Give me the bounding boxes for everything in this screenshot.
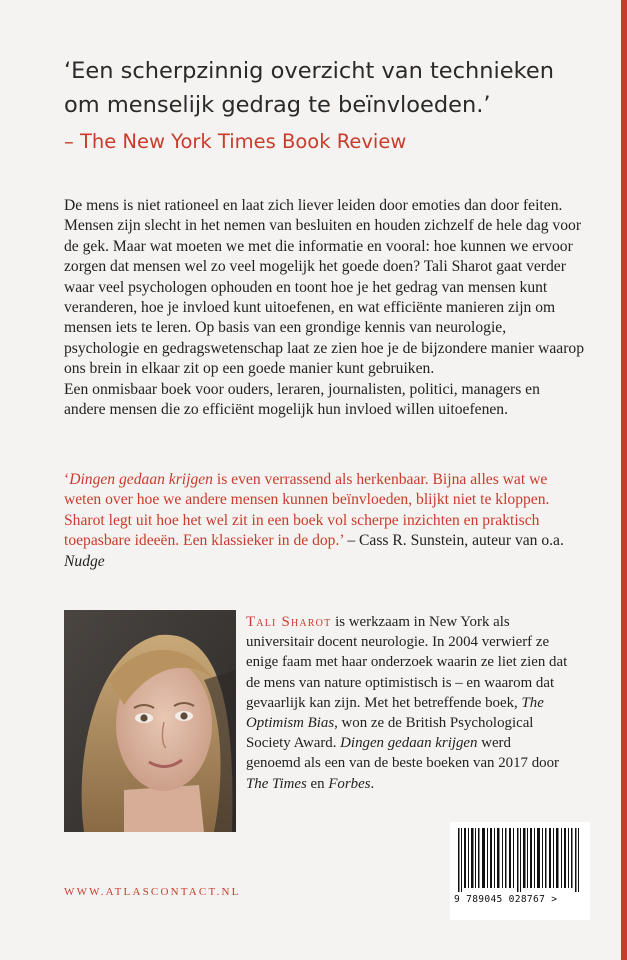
bio-book-1: The Optimism Bias: [246, 694, 544, 732]
top-quote-line-2: om menselijk gedrag te beïnvloeden.’: [64, 92, 491, 118]
blurb-paragraph-2: Een onmisbaar boek voor ouders, leraren, journalisten, politici, managers en andere mensen die zo efficiënt mogelijk hun invloed willen uitoefenen.: [64, 380, 540, 419]
review-attribution: – Cass R. Sunstein, auteur van o.a.: [343, 532, 564, 550]
author-bio: [246, 612, 568, 794]
review-text: is even verrassend als herkenbaar. Bijna alles wat we weten over hoe we andere mensen kunnen beïnvloeden, blijkt niet te kloppen. Sharot legt uit hoe het wel zit in een boek vol scherpe inzichten en praktisch toepasbare ideeën. Een klassieker in de dop.’: [64, 471, 550, 550]
barcode-bars: [456, 828, 584, 892]
review-open-quote: ‘: [64, 471, 70, 488]
top-quote-line-1: ‘Een scherpzinnig overzicht van technieken: [64, 58, 554, 84]
review-book-title: Dingen gedaan krijgen: [69, 471, 213, 488]
bio-text-4: en: [306, 775, 329, 792]
bio-publication-1: The Times: [246, 775, 307, 792]
isbn-number: 9 789045 028767 >: [454, 894, 558, 905]
review-attribution-book: Nudge: [64, 552, 105, 570]
bio-text-2: , won ze de British Psychological Society Award.: [246, 715, 534, 752]
bio-text-5: .: [370, 775, 375, 792]
bio-book-2: Dingen gedaan krijgen: [340, 735, 478, 752]
bio-publication-2: Forbes: [328, 775, 371, 792]
author-photo: [64, 610, 236, 832]
publisher-website[interactable]: WWW.ATLASCONTACT.NL: [64, 886, 241, 898]
bio-text-1: is werkzaam in New York als universitair docent neurologie. In 2004 verwierf ze enige faam met haar onderzoek waarin ze liet zien dat de mens van nature optimistisch is – en waarom dat gevaarlijk kan zijn. Met het betreffende boek,: [246, 614, 568, 711]
blurb-text: [64, 196, 584, 420]
author-name: Tali Sharot: [246, 614, 332, 630]
review-quote: [64, 470, 584, 572]
top-quote-source: – The New York Times Book Review: [64, 130, 407, 153]
author-portrait-illustration: [64, 610, 236, 832]
isbn-barcode: [450, 822, 590, 920]
blurb-paragraph-1: De mens is niet rationeel en laat zich liever leiden door emoties dan door feiten. Mensen zijn slecht in het nemen van besluiten en houden zichzelf de hele dag voor de gek. Maar wat moeten we met die informatie en vooral: hoe kunnen we ervoor zorgen dat mensen wel zo veel mogelijk het goede doen? Tali Sharot gaat verder waar veel psychologen ophouden en toont hoe je het gedrag van mensen kunt veranderen, hoe je invloed kunt uitoefenen, en wat efficiënte manieren zijn om mensen iets te leren. Op basis van een grondige kennis van neurologie, psychologie en gedragswetenschap laat ze zien hoe je de bijzondere manier waarop ons brein in elkaar zit op een goede manier kunt gebruiken.: [64, 197, 584, 378]
top-quote: [64, 54, 584, 122]
bio-text-3: werd genoemd als een van de beste boeken van 2017 door: [246, 735, 560, 772]
red-spine-edge: [621, 0, 627, 960]
